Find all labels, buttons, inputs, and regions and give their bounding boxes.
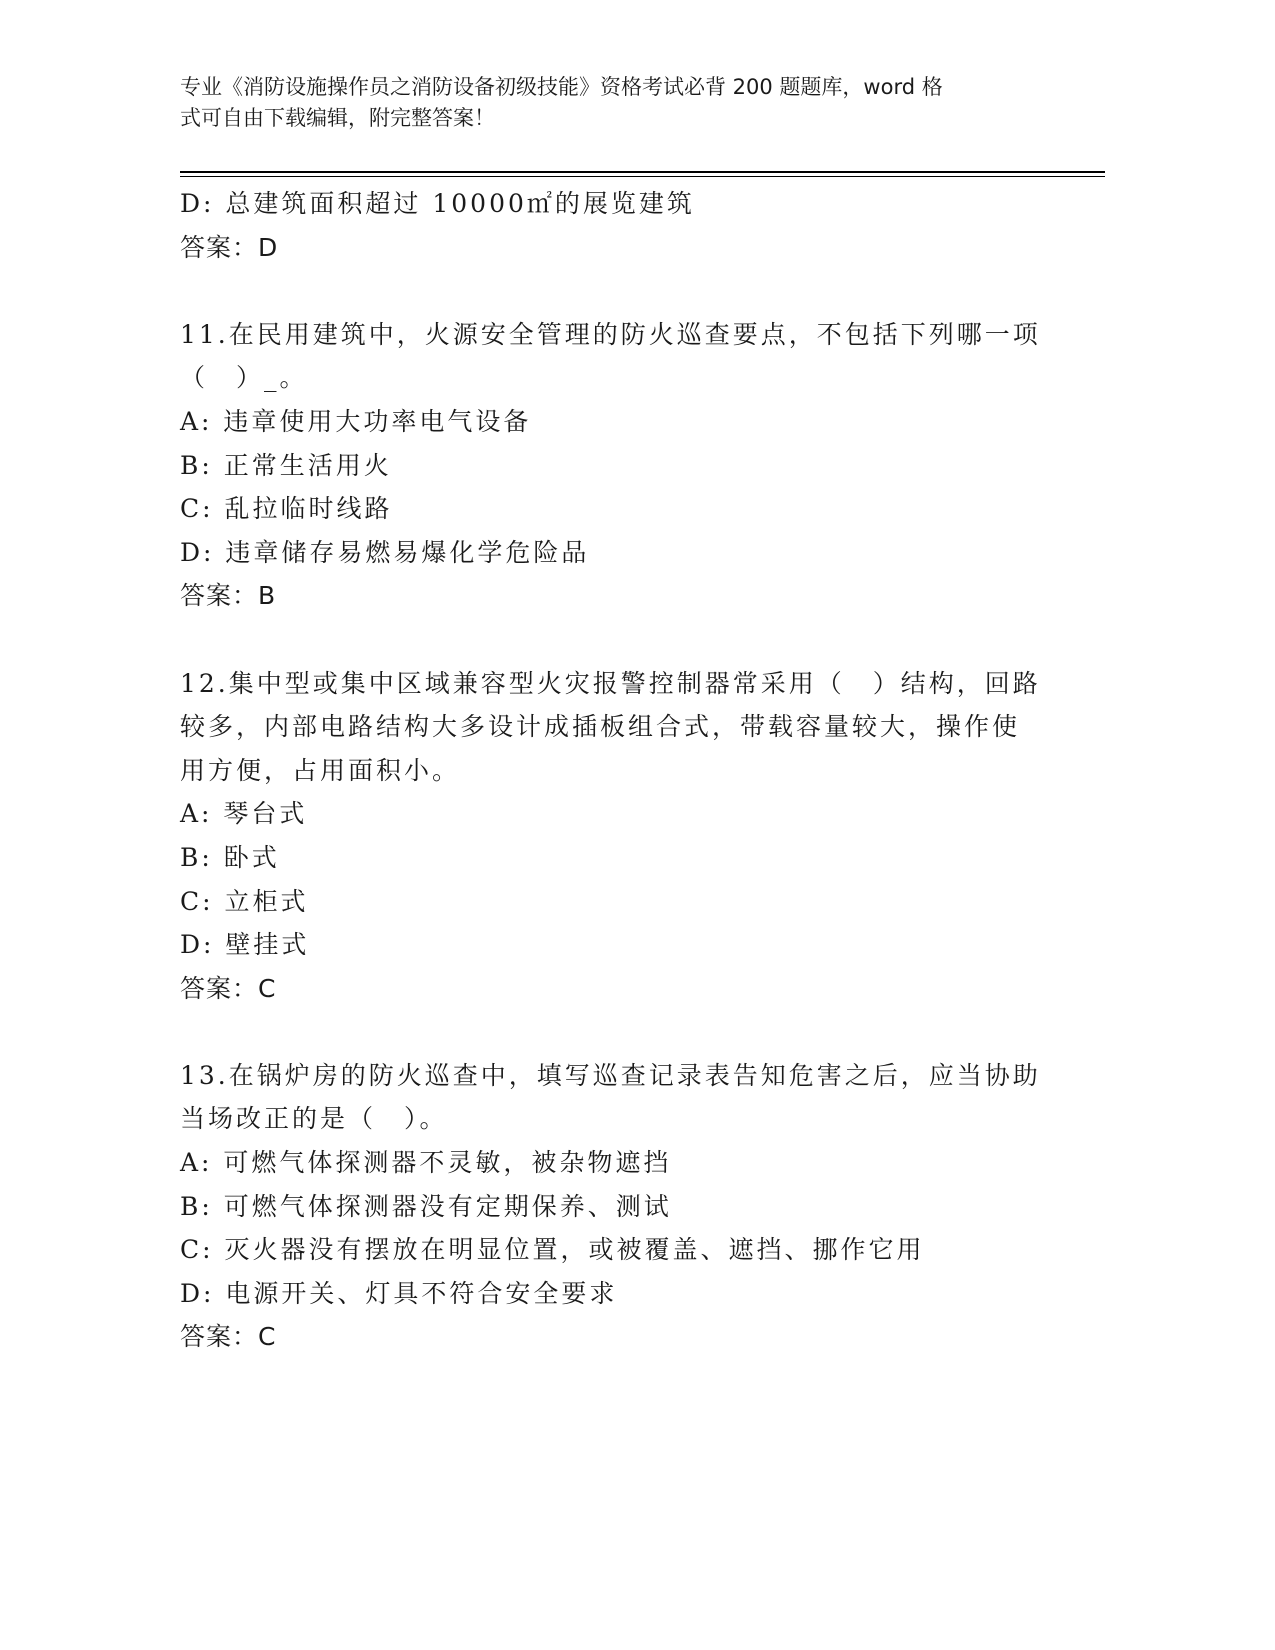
question-12-option-d: D: 壁挂式: [180, 930, 310, 960]
prev-option-d: D: 总建筑面积超过 10000㎡的展览建筑: [180, 189, 695, 218]
question-13-text-line-1: 13.在锅炉房的防火巡查中，填写巡查记录表告知危害之后，应当协助: [180, 1060, 1041, 1090]
question-11-option-d: D: 违章储存易燃易爆化学危险品: [180, 537, 590, 567]
question-12: [180, 662, 1060, 1011]
spacer: [180, 618, 1060, 662]
question-13-answer: 答案：C: [180, 1322, 277, 1352]
question-13-option-a: A: 可燃气体探测器不灵敏，被杂物遮挡: [180, 1148, 672, 1178]
question-list: [180, 182, 1060, 1359]
spacer: [180, 269, 1060, 313]
question-11-option-b: B: 正常生活用火: [180, 450, 392, 480]
header-divider-thick: [180, 171, 1105, 173]
question-11-option-a: A: 违章使用大功率电气设备: [180, 406, 532, 436]
question-13: [180, 1054, 1060, 1359]
question-12-answer: 答案：C: [180, 973, 277, 1003]
header-divider-thin: [180, 176, 1105, 177]
question-13-option-d: D: 电源开关、灯具不符合安全要求: [180, 1278, 618, 1308]
question-11-text-line-2: （ ）_。: [180, 363, 308, 393]
question-12-option-a: A: 琴台式: [180, 799, 308, 829]
question-12-option-c: C: 立柜式: [180, 886, 309, 916]
header-line-2: 式可自由下载编辑，附完整答案！: [180, 106, 495, 130]
question-12-text-line-3: 用方便，占用面积小。: [180, 755, 461, 785]
question-12-text-line-2: 较多，内部电路结构大多设计成插板组合式，带载容量较大，操作使: [180, 712, 1021, 742]
question-13-text-line-2: 当场改正的是（ ）。: [180, 1104, 448, 1134]
question-11-option-c: C: 乱拉临时线路: [180, 494, 393, 524]
page-header: [180, 72, 1060, 134]
question-12-text-line-1: 12.集中型或集中区域兼容型火灾报警控制器常采用（ ）结构，回路: [180, 668, 1041, 698]
question-11: [180, 313, 1060, 618]
spacer: [180, 1010, 1060, 1054]
header-line-1: 专业《消防设施操作员之消防设备初级技能》资格考试必背 200 题题库，word 格: [180, 75, 943, 99]
question-11-answer: 答案：B: [180, 581, 277, 611]
prev-answer: 答案：D: [180, 232, 279, 262]
question-13-option-c: C: 灭火器没有摆放在明显位置，或被覆盖、遮挡、挪作它用: [180, 1235, 925, 1265]
question-12-option-b: B: 卧式: [180, 842, 280, 872]
question-11-text-line-1: 11.在民用建筑中，火源安全管理的防火巡查要点，不包括下列哪一项: [180, 319, 1041, 349]
question-13-option-b: B: 可燃气体探测器没有定期保养、测试: [180, 1191, 672, 1221]
